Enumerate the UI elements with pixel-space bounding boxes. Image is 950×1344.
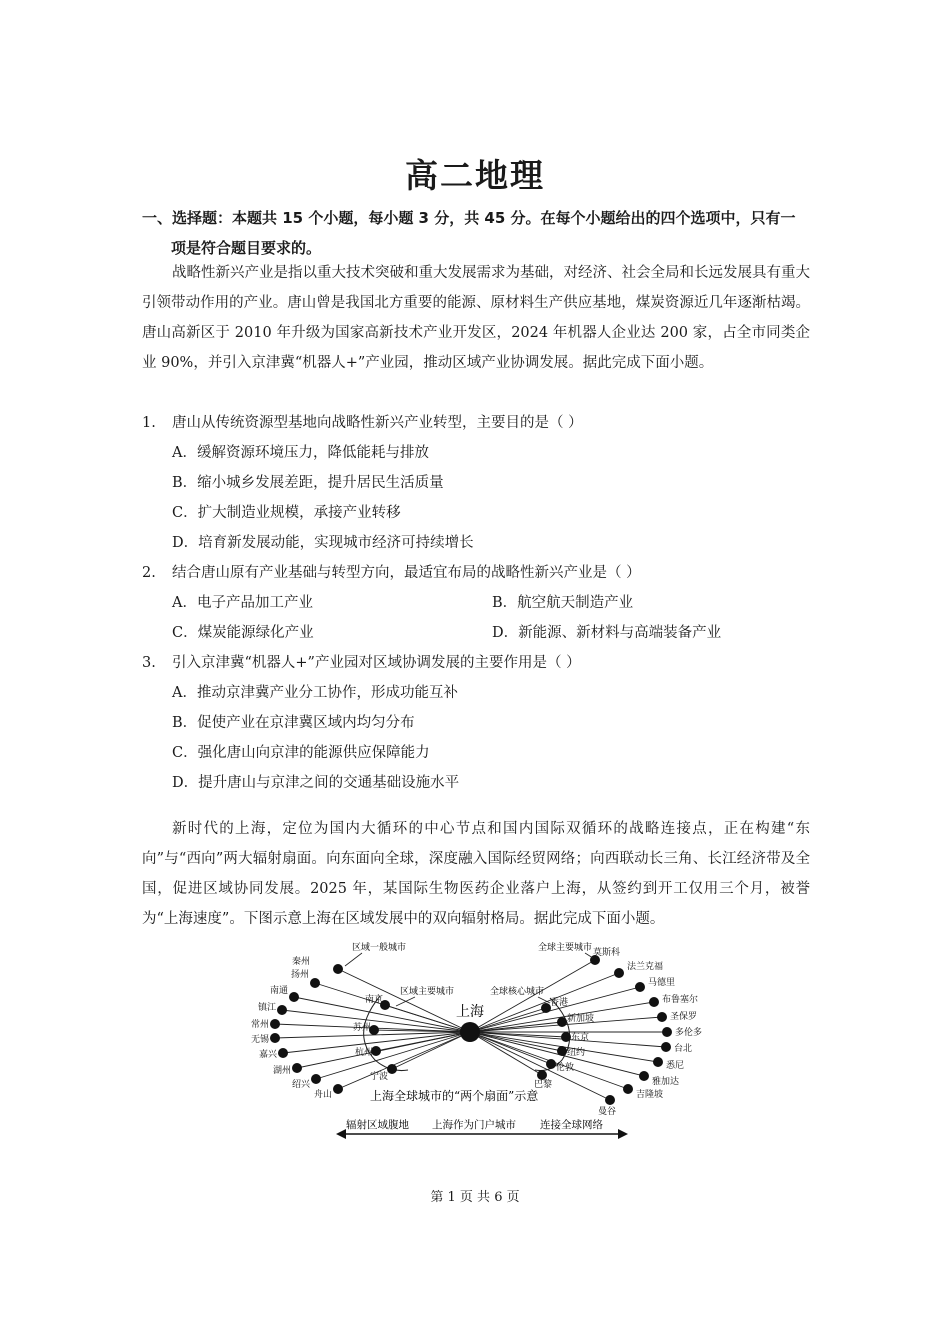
east-inner-city-label-4: 伦敦 bbox=[556, 1063, 575, 1073]
west-outer-city-node-8 bbox=[311, 1074, 321, 1084]
east-inner-city-node-5 bbox=[537, 1070, 547, 1080]
q3-option-d[interactable]: D．提升唐山与京津之间的交通基础设施水平 bbox=[172, 775, 460, 791]
west-outer-city-node-4 bbox=[270, 1019, 280, 1029]
west-inner-city-label-1: 苏州 bbox=[352, 1023, 371, 1033]
west-outer-city-node-5 bbox=[270, 1033, 280, 1043]
legend-global-core-label: 全球核心城市 bbox=[490, 987, 545, 997]
question-3-stem: 引入京津冀“机器人+”产业园对区域协调发展的主要作用是（ ） bbox=[172, 655, 581, 671]
east-outer-city-label-10: 曼谷 bbox=[598, 1107, 617, 1117]
east-outer-city-label-8: 雅加达 bbox=[652, 1077, 680, 1087]
west-outer-city-node-6 bbox=[278, 1048, 288, 1058]
section-heading-line1: 一、选择题：本题共 15 个小题，每小题 3 分，共 45 分。在每个小题给出的四个选项中，只有一 bbox=[142, 209, 796, 227]
question-1 bbox=[142, 408, 583, 438]
arrow-left-label: 辐射区域腹地 bbox=[346, 1119, 409, 1131]
west-outer-city-label-0: 秦州 bbox=[291, 957, 310, 967]
east-inner-city-label-1: 新加坡 bbox=[567, 1014, 595, 1024]
east-inner-city-label-3: 纽约 bbox=[567, 1048, 586, 1058]
west-outer-city-label-4: 常州 bbox=[250, 1020, 269, 1030]
legend-global-core-pointer bbox=[538, 997, 550, 1003]
east-outer-city-label-7: 悉尼 bbox=[666, 1061, 685, 1071]
section-heading bbox=[142, 203, 822, 263]
west-inner-city-spoke-3 bbox=[392, 1032, 470, 1069]
question-1-stem: 唐山从传统资源型基地向战略性新兴产业转型，主要目的是（ ） bbox=[172, 415, 583, 431]
east-outer-city-label-4: 圣保罗 bbox=[670, 1012, 698, 1022]
west-outer-city-label-9: 舟山 bbox=[313, 1090, 332, 1100]
east-outer-city-node-8 bbox=[639, 1071, 649, 1081]
west-outer-city-node-7 bbox=[292, 1063, 302, 1073]
west-inner-city-label-3: 宁波 bbox=[369, 1072, 388, 1082]
arrow-left-head bbox=[336, 1129, 346, 1139]
west-outer-city-label-3: 镇江 bbox=[257, 1003, 276, 1013]
east-outer-city-node-3 bbox=[649, 997, 659, 1007]
west-outer-city-node-9 bbox=[333, 1084, 343, 1094]
passage-shanghai: 新时代的上海，定位为国内大循环的中心节点和国内国际双循环的战略连接点，正在构建“东向”与“西向”两大辐射扇面。向东面向全球，深度融入国际经贸网络；向西联动长三角、长江经济带及全国，促进区域协同发展。2025 年，某国际生物医药企业落户上海，从签约到开工仅用三个月，被誉为“上海速度”。下图示意上海在区域发展中的双向辐射格局。据此完成下面小题。 bbox=[142, 821, 810, 927]
q2-option-a[interactable]: A．电子产品加工产业 bbox=[172, 595, 313, 611]
west-outer-city-label-2: 南通 bbox=[269, 986, 288, 996]
east-outer-city-node-4 bbox=[657, 1012, 667, 1022]
west-outer-city-spoke-9 bbox=[338, 1032, 470, 1089]
east-inner-city-label-2: 东京 bbox=[571, 1033, 590, 1043]
question-1-number: 1. bbox=[142, 415, 156, 431]
east-inner-city-node-2 bbox=[561, 1032, 571, 1042]
q3-option-b[interactable]: B．促使产业在京津冀区域内均匀分布 bbox=[172, 715, 415, 731]
question-3-number: 3. bbox=[142, 655, 156, 671]
west-outer-city-label-1: 扬州 bbox=[290, 970, 309, 980]
question-2-number: 2. bbox=[142, 565, 156, 581]
west-inner-city-node-3 bbox=[387, 1064, 397, 1074]
section-heading-line2: 项是符合题目要求的。 bbox=[171, 239, 322, 257]
east-inner-city-node-3 bbox=[557, 1046, 567, 1056]
legend-general-label: 区域一般城市 bbox=[352, 943, 407, 953]
west-inner-city-label-2: 杭州 bbox=[354, 1048, 373, 1058]
east-outer-city-label-5: 多伦多 bbox=[675, 1028, 703, 1038]
diagram-caption: 上海全球城市的“两个扇面”示意 bbox=[370, 1089, 539, 1103]
legend-major-label: 区域主要城市 bbox=[400, 987, 455, 997]
east-inner-city-spoke-5 bbox=[470, 1032, 542, 1075]
shanghai-label: 上海 bbox=[456, 1004, 484, 1020]
legend-global-major-label: 全球主要城市 bbox=[538, 943, 593, 953]
east-outer-city-node-1 bbox=[614, 968, 624, 978]
east-outer-city-node-10 bbox=[605, 1095, 615, 1105]
east-outer-city-label-2: 马德里 bbox=[648, 978, 676, 988]
west-outer-city-label-8: 绍兴 bbox=[291, 1080, 310, 1090]
west-outer-city-label-5: 无锡 bbox=[250, 1035, 269, 1045]
east-outer-city-node-5 bbox=[662, 1027, 672, 1037]
east-inner-city-label-0: 香港 bbox=[550, 998, 569, 1008]
west-outer-city-node-2 bbox=[289, 992, 299, 1002]
q1-option-d[interactable]: D．培育新发展动能，实现城市经济可持续增长 bbox=[172, 535, 474, 551]
shanghai-node bbox=[460, 1022, 480, 1042]
q2-option-d[interactable]: D．新能源、新材料与高端装备产业 bbox=[492, 625, 722, 641]
east-outer-city-label-1: 法兰克福 bbox=[627, 962, 664, 972]
legend-general-pointer bbox=[345, 953, 362, 966]
east-outer-city-label-9: 吉隆坡 bbox=[636, 1090, 664, 1100]
page-footer: 第 1 页 共 6 页 bbox=[430, 1190, 520, 1205]
arrow-mid-label: 上海作为门户城市 bbox=[432, 1119, 516, 1131]
passage-tangshan: 战略性新兴产业是指以重大技术突破和重大发展需求为基础，对经济、社会全局和长远发展具有重大引领带动作用的产业。唐山曾是我国北方重要的能源、原材料生产供应基地，煤炭资源近几年逐渐枯竭。唐山高新区于 2010 年升级为国家高新技术产业开发区，2024 年机器人企业达 200 家，占全市同类企业 90%，并引入京津冀“机器人+”产业园，推动区域产业协调发展。据此完成下面小题。 bbox=[142, 265, 810, 371]
question-3 bbox=[142, 648, 581, 678]
east-outer-city-node-6 bbox=[661, 1042, 671, 1052]
page-title: 高二地理 bbox=[405, 156, 545, 195]
east-outer-city-spoke-1 bbox=[470, 973, 619, 1032]
q1-option-b[interactable]: B．缩小城乡发展差距，提升居民生活质量 bbox=[172, 475, 444, 491]
question-2 bbox=[142, 558, 641, 588]
arrow-right-head bbox=[618, 1129, 628, 1139]
q1-option-a[interactable]: A．缓解资源环境压力，降低能耗与排放 bbox=[172, 445, 429, 461]
q1-option-c[interactable]: C．扩大制造业规模，承接产业转移 bbox=[172, 505, 401, 521]
west-outer-city-label-6: 嘉兴 bbox=[258, 1050, 277, 1060]
east-outer-city-label-3: 布鲁塞尔 bbox=[662, 995, 699, 1005]
west-outer-city-node-3 bbox=[277, 1005, 287, 1015]
west-outer-city-label-7: 湖州 bbox=[272, 1066, 291, 1076]
east-outer-city-node-9 bbox=[623, 1084, 633, 1094]
west-outer-city-node-0 bbox=[333, 964, 343, 974]
west-inner-city-label-0: 南京 bbox=[364, 995, 383, 1005]
q3-option-c[interactable]: C．强化唐山向京津的能源供应保障能力 bbox=[172, 745, 430, 761]
legend-global-major-pointer bbox=[585, 953, 593, 958]
arrow-right-label: 连接全球网络 bbox=[540, 1119, 603, 1131]
q2-option-c[interactable]: C．煤炭能源绿化产业 bbox=[172, 625, 314, 641]
question-2-stem: 结合唐山原有产业基础与转型方向，最适宜布局的战略性新兴产业是（ ） bbox=[172, 565, 641, 581]
q2-option-b[interactable]: B．航空航天制造产业 bbox=[492, 595, 634, 611]
east-inner-city-label-5: 巴黎 bbox=[534, 1080, 553, 1090]
east-outer-city-label-6: 台北 bbox=[674, 1044, 693, 1054]
east-inner-city-node-1 bbox=[557, 1017, 567, 1027]
two-fans-diagram-svg bbox=[250, 938, 703, 1138]
east-outer-city-node-2 bbox=[635, 982, 645, 992]
east-outer-city-label-0: 莫斯科 bbox=[593, 948, 621, 958]
q3-option-a[interactable]: A．推动京津冀产业分工协作，形成功能互补 bbox=[172, 685, 458, 701]
east-outer-city-node-7 bbox=[653, 1057, 663, 1067]
two-fans-diagram bbox=[250, 938, 703, 1142]
west-outer-city-node-1 bbox=[310, 978, 320, 988]
east-inner-city-node-4 bbox=[546, 1059, 556, 1069]
